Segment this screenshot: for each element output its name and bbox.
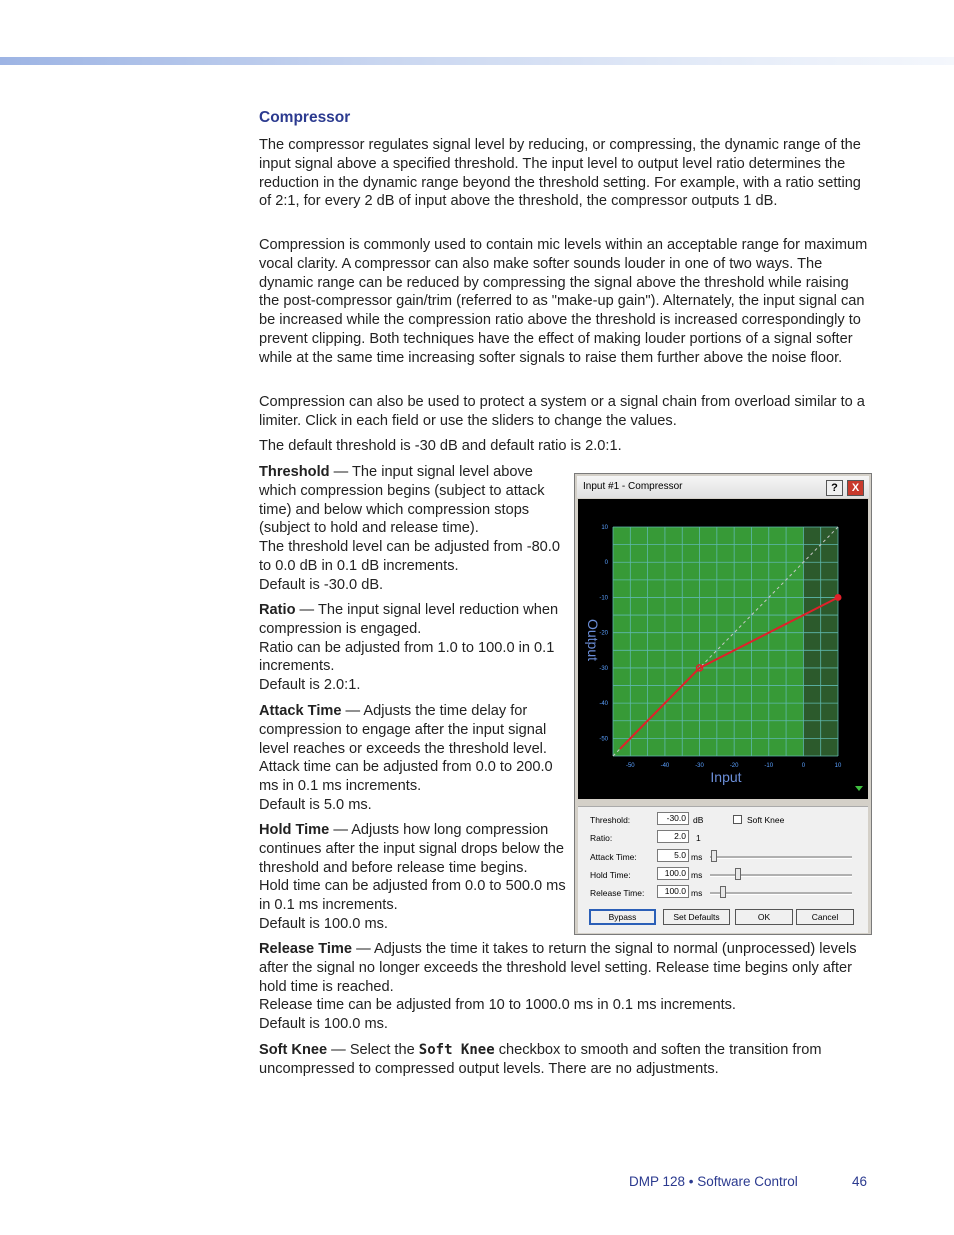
attack-time-field[interactable]: 5.0 xyxy=(657,849,689,862)
term-ratio: Ratio xyxy=(259,602,296,618)
param-release-time: Release Time — Adjusts the time it takes to return the signal to normal (unprocessed) levels after the signal no longer exceeds the threshold level setting. Release time begins only after hold time is reached. Release time can be adjusted from 10 to 1000.0 ms in 0.1 ms increments. Default is 100.0 ms. xyxy=(259,941,857,1033)
dialog-title: Input #1 - Compressor xyxy=(583,481,683,492)
attack-time-unit: ms xyxy=(691,852,703,862)
bypass-button[interactable]: Bypass xyxy=(589,909,656,925)
param-hold-time: Hold Time — Adjusts how long compression continues after the input signal drops below the threshold and before release time begins. Hold time can be adjusted from 0.0 to 500.0 ms in 0.1 ms increments. Default is 100.0 ms. xyxy=(259,822,566,932)
soft-knee-code: Soft Knee xyxy=(418,1042,495,1058)
hold-time-label: Hold Time: xyxy=(590,870,631,880)
threshold-label: Threshold: xyxy=(590,815,631,825)
hold-slider-thumb[interactable] xyxy=(735,868,741,880)
transfer-graph xyxy=(578,499,868,799)
x-tick-label: 0 xyxy=(801,763,806,769)
release-slider-track[interactable] xyxy=(710,892,852,895)
header-gradient-bar xyxy=(0,57,954,65)
section-heading: Compressor xyxy=(259,109,351,126)
y-tick-label: -30 xyxy=(599,665,608,672)
x-tick-label: -10 xyxy=(764,763,774,769)
close-button[interactable]: X xyxy=(847,480,864,496)
term-threshold: Threshold xyxy=(259,464,330,480)
y-tick-label: -40 xyxy=(599,701,608,708)
y-axis-label: Output xyxy=(585,618,601,662)
ratio-label: Ratio: xyxy=(590,833,613,843)
release-time-field[interactable]: 100.0 xyxy=(657,885,689,898)
y-tick-label: 10 xyxy=(601,525,608,531)
intro-paragraph-2: Compression is commonly used to contain mic levels within an acceptable range for maximum vocal clarity. A compressor can also make softer sounds louder in one of two ways. The dynamic range can be reduced by compressing the signal above the threshold while raising the post-compressor gain/trim (referred to as "make-up gain"). Alternately, the input signal can be increased while the compression ratio above the threshold is increased correspondingly to prevent clipping. Both techniques have the effect of making louder portions of a signal softer while at the same time increasing softer signals to raise them further above the noise floor. xyxy=(259,237,868,366)
release-slider-thumb[interactable] xyxy=(720,886,726,898)
ratio-handle xyxy=(835,594,841,600)
intro-paragraph-3: Compression can also be used to protect a system or a signal chain from overload similar to a limiter. Click in each field or use the sliders to change the values. xyxy=(259,394,865,429)
attack-slider-thumb[interactable] xyxy=(711,850,717,862)
x-tick-label: -30 xyxy=(695,763,704,769)
compressor-dialog xyxy=(574,473,872,935)
ok-button[interactable]: OK xyxy=(735,909,793,925)
controls-panel xyxy=(578,806,868,933)
ratio-unit: 1 xyxy=(696,833,701,843)
release-time-unit: ms xyxy=(691,888,703,898)
y-tick-label: -10 xyxy=(599,595,608,602)
attack-time-label: Attack Time: xyxy=(590,852,637,862)
dialog-title-bar xyxy=(577,476,869,498)
hold-time-unit: ms xyxy=(691,870,703,880)
hold-slider-track[interactable] xyxy=(710,874,852,877)
intro-paragraph-4: The default threshold is -30 dB and default ratio is 2.0:1. xyxy=(259,438,622,454)
ratio-field[interactable]: 2.0 xyxy=(657,830,689,843)
intro-paragraph-1: The compressor regulates signal level by reducing, or compressing, the dynamic range of the input signal above a specified threshold. The input level to output level ratio determines the reduction in the dynamic range beyond the threshold setting. For example, with a ratio setting of 2:1, for every 2 dB of input above the threshold, the compressor outputs 1 dB. xyxy=(259,137,861,210)
soft-knee-checkbox[interactable] xyxy=(733,815,742,824)
help-button[interactable]: ? xyxy=(826,480,843,496)
collapse-arrow-icon xyxy=(855,786,863,791)
param-ratio: Ratio — The input signal level reduction when compression is engaged. Ratio can be adjusted from 1.0 to 100.0 in 0.1 increments. Default is 2.0:1. xyxy=(259,602,559,694)
threshold-field[interactable]: -30.0 xyxy=(657,812,689,825)
attack-slider-track[interactable] xyxy=(710,856,852,859)
release-time-label: Release Time: xyxy=(590,888,645,898)
soft-knee-label: Soft Knee xyxy=(747,815,785,825)
x-tick-label: 10 xyxy=(834,763,842,769)
x-tick-label: -50 xyxy=(625,763,635,769)
hold-time-field[interactable]: 100.0 xyxy=(657,867,689,880)
page-number: 46 xyxy=(852,1174,868,1189)
param-threshold: Threshold — The input signal level above which compression begins (subject to attack time) and below which compression stops (subject to hold and release time). The threshold level can be adjusted from -80.0 to 0.0 dB in 0.1 dB increments. Default is -30.0 dB. xyxy=(259,464,560,593)
transfer-graph-svg xyxy=(578,499,868,799)
term-soft-knee: Soft Knee xyxy=(259,1042,328,1058)
y-tick-label: 0 xyxy=(604,560,608,567)
cancel-button[interactable]: Cancel xyxy=(796,909,854,925)
param-soft-knee: Soft Knee — Select the Soft Knee checkbox to smooth and soften the transition from uncompressed to compressed output levels. There are no adjustments. xyxy=(259,1042,822,1077)
footer-doc-title: DMP 128 • Software Control xyxy=(629,1174,798,1189)
term-hold-time: Hold Time xyxy=(259,822,330,838)
graph-active-region xyxy=(613,527,803,756)
y-tick-label: -50 xyxy=(599,736,608,743)
term-attack-time: Attack Time xyxy=(259,703,342,719)
set-defaults-button[interactable]: Set Defaults xyxy=(663,909,730,925)
x-tick-label: -40 xyxy=(660,763,670,769)
term-release-time: Release Time xyxy=(259,941,353,957)
x-tick-label: -20 xyxy=(729,763,739,769)
threshold-unit: dB xyxy=(693,815,704,825)
x-axis-label: Input xyxy=(710,769,742,785)
param-attack-time: Attack Time — Adjusts the time delay for compression to engage after the input signal level reaches or exceeds the threshold level. Attack time can be adjusted from 0.0 to 200.0 ms in 0.1 ms increments. Default is 5.0 ms. xyxy=(259,703,553,813)
y-tick-label: -20 xyxy=(599,630,608,637)
